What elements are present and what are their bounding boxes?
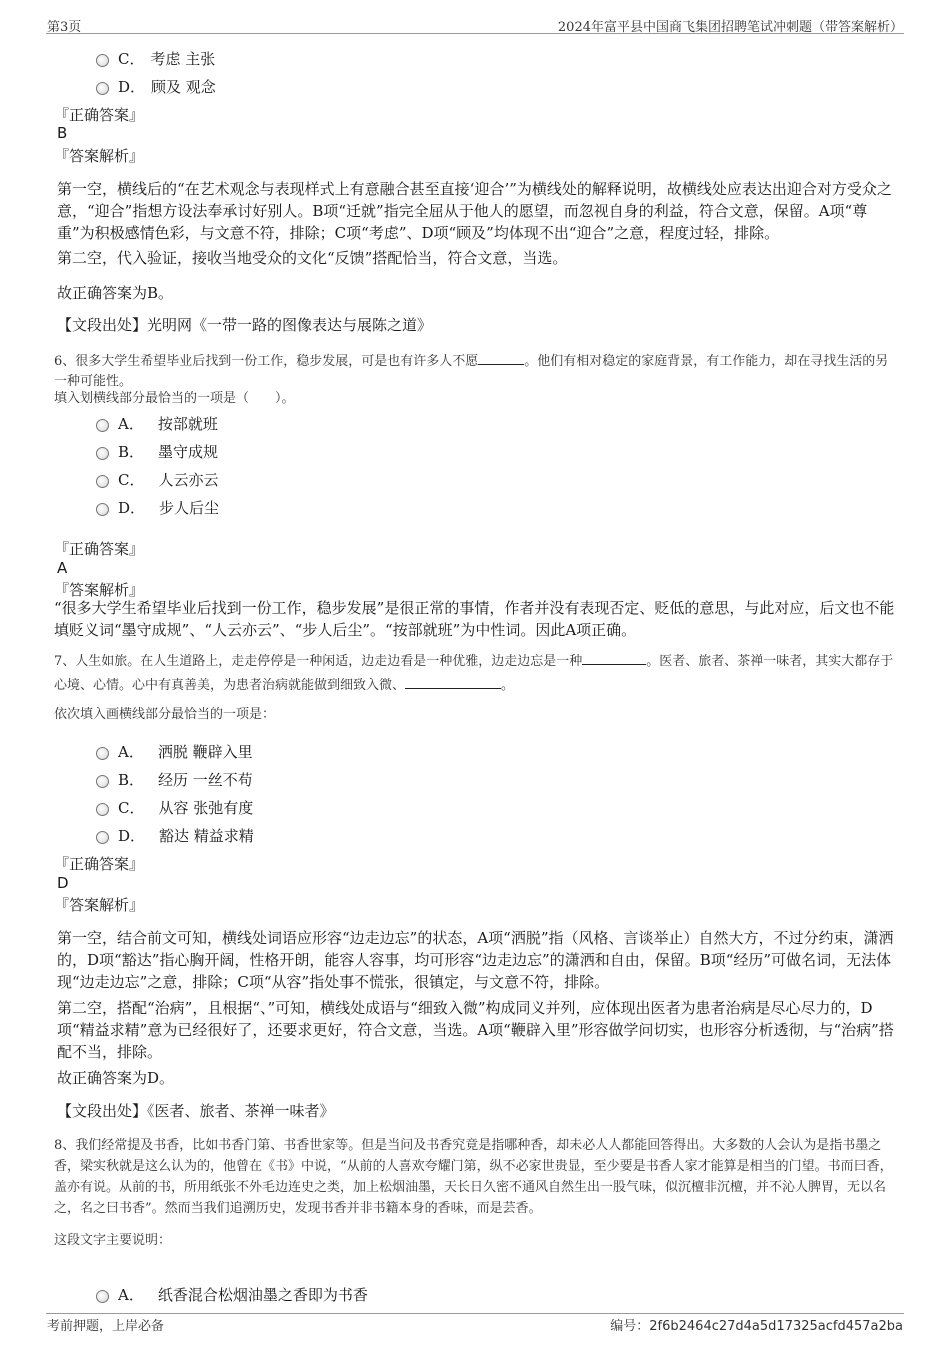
q7-blank-2 (405, 674, 501, 689)
q7-option-a[interactable]: A． 洒脱 鞭辟入里 (96, 741, 253, 762)
q7-stem: 7、人生如旅。在人生道路上，走走停停是一种闲适，边走边看是一种优雅，边走边忘是一种 。医者、旅者、茶禅一味者，其实大都存于心境、心情。心中有真善美，为患者治病就能做到细致入微、 。 (54, 650, 900, 698)
q7-option-c[interactable]: C． 从容 张弛有度 (96, 797, 253, 818)
radio-icon[interactable] (96, 419, 109, 432)
radio-icon[interactable] (96, 747, 109, 760)
q7-source: 【文段出处】《医者、旅者、茶禅一味者》 (57, 1102, 335, 1120)
radio-icon[interactable] (96, 54, 109, 67)
q6-answer-label: 『正确答案』 (54, 540, 145, 558)
document-code: 编号：2f6b2464c27d4a5d17325acfd457a2ba (610, 1319, 903, 1334)
radio-icon[interactable] (96, 82, 109, 95)
header-divider (46, 33, 904, 34)
q7-option-b[interactable]: B． 经历 一丝不苟 (96, 769, 253, 790)
q6-analysis: “很多大学生希望毕业后找到一份工作，稳步发展”是很正常的事情，作者并没有表现否定、贬低的意思，与此对应，后文也不能填贬义词“墨守成规”、“人云亦云”、“步人后尘”。“按部就班”为中性词。因此A项正确。 (54, 599, 895, 639)
q5-analysis-p2: 第二空，代入验证，接收当地受众的文化“反馈”搭配恰当，符合文意，当选。 (57, 249, 568, 267)
radio-icon[interactable] (96, 831, 109, 844)
document-title: 2024年富平县中国商飞集团招聘笔试冲刺题（带答案解析） (557, 20, 903, 35)
radio-icon[interactable] (96, 447, 109, 460)
q8-prompt: 这段文字主要说明： (54, 1233, 172, 1248)
q7-analysis-p1: 第一空，结合前文可知，横线处词语应形容“边走边忘”的状态，A项“洒脱”指（风格、言谈举止）自然大方，不过分约束，潇洒的，D项“豁达”指心胸开阔，性格开朗，能容人容事，均可形容“边走边忘”的潇洒和自由，保留。B项“经历”可做名词，无法体现“边走边忘”之意，排除；C项“从容”指处事不慌张，很镇定，与文意不符，排除。 (57, 929, 894, 991)
q6-option-a[interactable]: A． 按部就班 (96, 413, 218, 434)
q5-analysis-label: 『答案解析』 (54, 147, 145, 165)
q5-option-c[interactable]: C． 考虑 主张 (96, 48, 215, 69)
q7-analysis-p3: 故正确答案为D。 (57, 1069, 175, 1087)
q6-option-d[interactable]: D． 步人后尘 (96, 497, 219, 518)
q5-answer-label: 『正确答案』 (54, 106, 145, 124)
radio-icon[interactable] (96, 475, 109, 488)
q6-option-c[interactable]: C． 人云亦云 (96, 469, 219, 490)
q5-answer: B (57, 124, 68, 142)
q6-prompt: 填入划横线部分最恰当的一项是（ ）。 (54, 391, 295, 406)
q6-stem: 6、很多大学生希望毕业后找到一份工作，稳步发展，可是也有许多人不愿 。他们有相对稳定的家庭背景，有工作能力，却在寻找生活的另一种可能性。 (54, 350, 900, 392)
radio-icon[interactable] (96, 803, 109, 816)
q5-option-d[interactable]: D． 顾及 观念 (96, 76, 216, 97)
q5-analysis-p3: 故正确答案为B。 (57, 284, 174, 302)
q6-answer: A (57, 559, 68, 577)
radio-icon[interactable] (96, 1290, 109, 1303)
q8-stem: 8、我们经常提及书香，比如书香门第、书香世家等。但是当问及书香究竟是指哪种香，却未必人人都能回答得出。大多数的人会认为是指书墨之香，梁实秋就是这么认为的，他曾在《书》中说，“从前的人喜欢夸耀门第，纵不必家世贵显，至少要是书香人家才能算是相当的门望。书而曰香，盖亦有说。从前的书，所用纸张不外毛边连史之类，加上松烟油墨，天长日久密不通风自然生出一股气味，似沉檀非沉檀，并不沁人脾胃，无以名之，名之曰书香”。然而当我们追溯历史，发现书香并非书籍本身的香味，而是芸香。 (54, 1138, 893, 1216)
q7-analysis-p2: 第二空，搭配“治病”，且根据“、”可知，横线处成语与“细致入微”构成同义并列，应体现出医者为患者治病是尽心尽力的，D项“精益求精”意为已经很好了，还要求更好，符合文意，当选。A项“鞭辟入里”形容做学问切实，也形容分析透彻，与“治病”搭配不当，排除。 (57, 999, 894, 1061)
q7-answer: D (57, 874, 69, 892)
page-number: 第3页 (47, 20, 82, 35)
q7-blank-1 (582, 650, 646, 665)
q5-source: 【文段出处】光明网《一带一路的图像表达与展陈之道》 (57, 316, 433, 334)
q6-analysis-label: 『答案解析』 (54, 581, 145, 599)
q7-prompt: 依次填入画横线部分最恰当的一项是： (54, 707, 276, 722)
radio-icon[interactable] (96, 775, 109, 788)
q7-analysis-label: 『答案解析』 (54, 896, 145, 914)
footer-divider (46, 1313, 904, 1314)
q8-option-a[interactable]: A． 纸香混合松烟油墨之香即为书香 (96, 1284, 368, 1305)
q5-analysis-p1: 第一空，横线后的“在艺术观念与表现样式上有意融合甚至直接‘迎合’”为横线处的解释说明，故横线处应表达出迎合对方受众之意，“迎合”指想方设法奉承讨好别人。B项“迁就”指完全屈从于他人的愿望，而忽视自身的利益，符合文意，保留。A项“尊重”为积极感情色彩，与文意不符，排除；C项“考虑”、D项“顾及”均体现不出“迎合”之意，程度过轻，排除。 (57, 180, 892, 242)
radio-icon[interactable] (96, 503, 109, 516)
q6-blank (478, 350, 524, 365)
footer-slogan: 考前押题，上岸必备 (47, 1319, 165, 1334)
q7-answer-label: 『正确答案』 (54, 855, 145, 873)
q7-option-d[interactable]: D． 豁达 精益求精 (96, 825, 254, 846)
q6-option-b[interactable]: B． 墨守成规 (96, 441, 218, 462)
